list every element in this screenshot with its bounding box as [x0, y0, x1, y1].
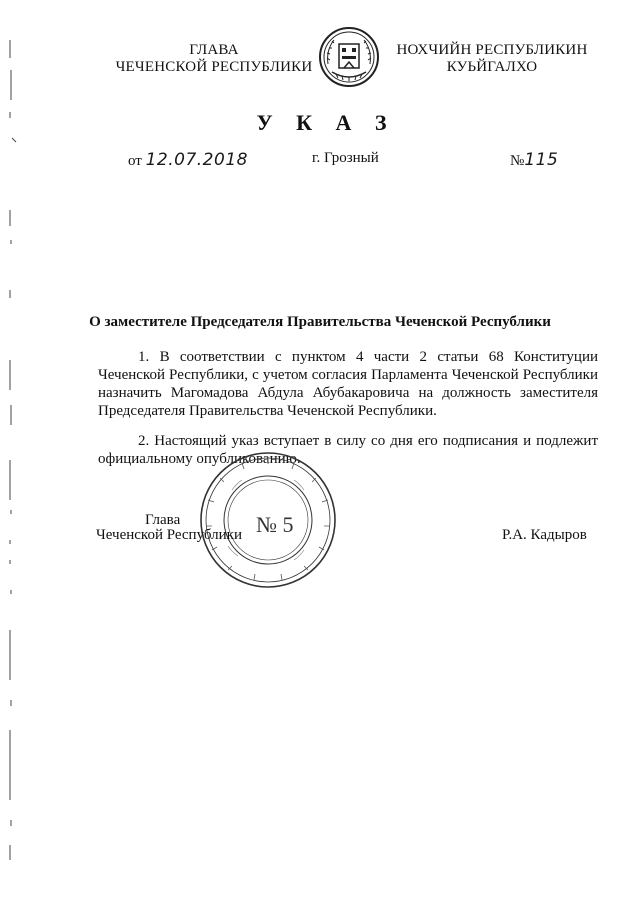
round-seal-icon	[198, 450, 338, 590]
signature-title-line2: Чеченской Республики	[96, 527, 242, 543]
decree-heading: О заместителе Председателя Правительства Чеченской Республики	[89, 314, 551, 330]
paragraph-1: 1. В соответствии с пунктом 4 части 2 статьи 68 Конституции Чеченской Республики, с учетом согласия Парламента Чеченской Республики назначить Магомадова Абдула Абубакаровича на должность заместителя Председателя Правительства Чеченской Республики.	[98, 349, 598, 419]
date-value: 12.07.2018	[145, 150, 248, 170]
number-line	[510, 150, 558, 170]
header-left-line2: ЧЕЧЕНСКОЙ РЕСПУБЛИКИ	[115, 59, 313, 75]
signature-title-line1: Глава	[145, 512, 181, 528]
header-right-line1: НОХЧИЙН РЕСПУБЛИКИН	[396, 42, 588, 58]
date-line	[128, 150, 248, 170]
header-left-line1: ГЛАВА	[189, 42, 239, 58]
number-prefix: №	[510, 153, 525, 169]
document-title: У К А З	[256, 110, 396, 135]
city: г. Грозный	[312, 150, 379, 166]
date-prefix: от	[128, 153, 142, 169]
paragraph-2: 2. Настоящий указ вступает в силу со дня его подписания и подлежит официальному опубликованию.	[98, 433, 598, 467]
header-right-line2: КУЬЙГАЛХО	[446, 59, 538, 75]
header-left	[100, 42, 328, 76]
signatory-name: Р.А. Кадыров	[502, 527, 587, 543]
number-value: 115	[524, 150, 559, 170]
margin-scan-marks	[4, 30, 18, 880]
coat-of-arms-icon	[318, 26, 380, 88]
stamp-number: № 5	[256, 512, 294, 537]
header-right	[388, 42, 596, 76]
